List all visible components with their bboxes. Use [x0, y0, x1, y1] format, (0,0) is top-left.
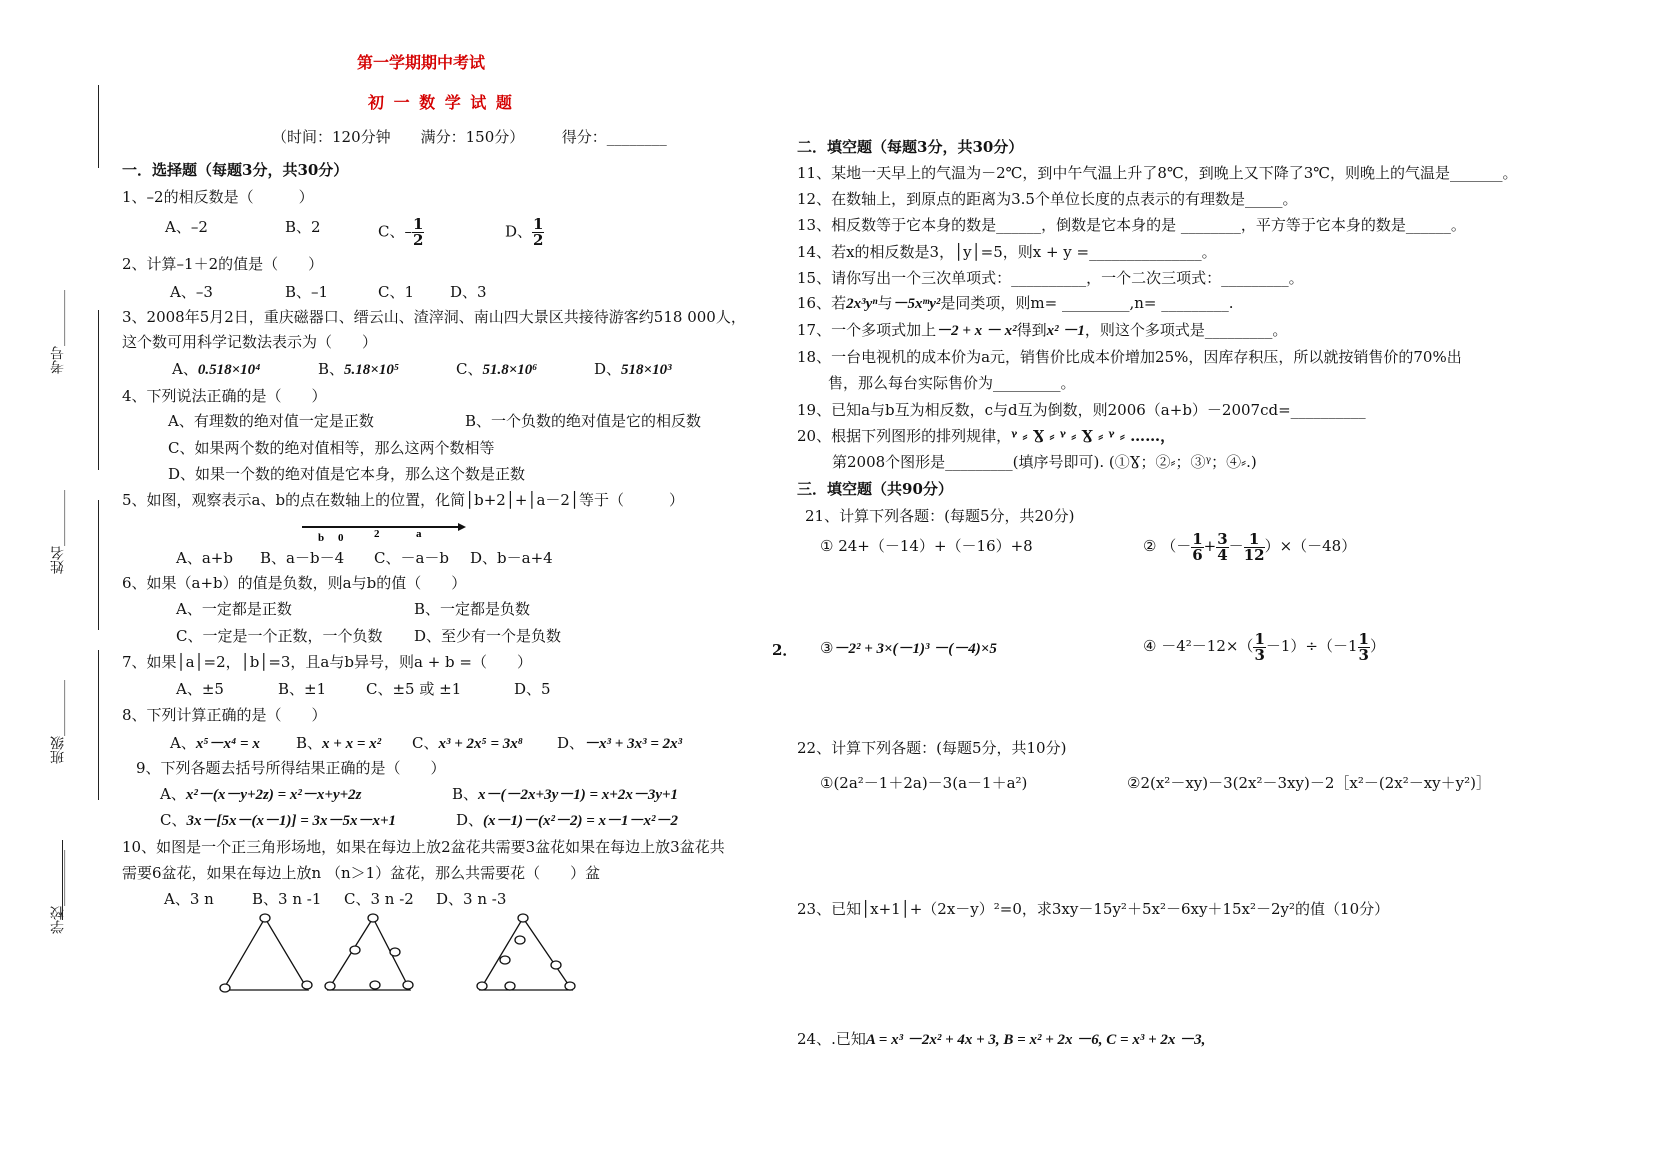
q7-option-d[interactable]: D、5 — [514, 680, 551, 698]
q1-option-c[interactable]: C、– $\frac{1}{2}$ — [378, 215, 424, 249]
class-field[interactable]: 班级________ — [50, 680, 66, 764]
question-23: 23、已知│x+1│+（2x－y）²=0，求3xy－15y²＋5x²－6xy＋15x²－2y²的值（10分） — [797, 900, 1390, 918]
question-20-line2: 第2008个图形是_________(填序号即可). (①Ɣ；②⸗；③ᵞ；④⸗.) — [832, 453, 1257, 471]
q4-option-c[interactable]: C、如果两个数的绝对值相等，那么这两个数相等 — [168, 439, 495, 457]
q6-option-a[interactable]: A、一定都是正数 — [176, 600, 292, 618]
question-19: 19、已知a与b互为相反数，c与d互为倒数，则2006（a+b）－2007cd=__________ — [797, 401, 1366, 419]
q3-option-d[interactable]: D、518×10³ — [594, 360, 672, 378]
question-8: 8、下列计算正确的是（ ） — [122, 706, 327, 724]
question-2: 2、计算–1＋2的值是（ ） — [122, 255, 324, 273]
question-9: 9、下列各题去括号所得结果正确的是（ ） — [136, 759, 446, 777]
q22-part-1: ①(2a²－1＋2a)－3(a－1＋a²) — [820, 774, 1028, 792]
section-2-heading: 二．填空题（每题3分，共30分） — [797, 138, 1024, 156]
question-11: 11、某地一天早上的气温为－2℃，到中午气温上升了8℃，到晚上又下降了3℃，则晚上的气温是_______。 — [797, 164, 1518, 182]
q21-part-1: ① 24+（－14）+（－16）+8 — [820, 537, 1033, 555]
question-5: 5、如图，观察表示a、b的点在数轴上的位置，化简│b+2│+│a－2│等于（ ） — [122, 491, 684, 509]
question-18-line1: 18、一台电视机的成本价为a元，销售价比成本价增加25%，因库存积压，所以就按销售价的70%出 — [797, 348, 1462, 366]
q4-option-d[interactable]: D、如果一个数的绝对值是它本身，那么这个数是正数 — [168, 465, 526, 483]
q10-option-b[interactable]: B、3 n -1 — [252, 890, 322, 908]
name-field[interactable]: 姓名________ — [50, 490, 66, 574]
axis-label-0: 0 — [338, 532, 344, 544]
q8-option-b[interactable]: B、x + x = x² — [296, 734, 382, 752]
section-3-heading: 三．填空题（共90分） — [797, 480, 953, 498]
q10-option-d[interactable]: D、3 n -3 — [436, 890, 507, 908]
question-18-line2: 售，那么每台实际售价为_________。 — [828, 374, 1076, 392]
q9-option-d[interactable]: D、(x－1)－(x²－2) = x－1－x²－2 — [456, 811, 679, 829]
section-1-heading: 一．选择题（每题3分，共30分） — [122, 161, 349, 179]
q6-option-d[interactable]: D、至少有一个是负数 — [414, 627, 562, 645]
question-22: 22、计算下列各题：(每题5分，共10分) — [797, 739, 1067, 757]
q10-option-a[interactable]: A、3 n — [164, 890, 214, 908]
question-12: 12、在数轴上，到原点的距离为3.5个单位长度的点表示的有理数是_____。 — [797, 190, 1298, 208]
exam-number-field[interactable]: 考号________ — [50, 290, 66, 374]
q10-option-c[interactable]: C、3 n -2 — [344, 890, 414, 908]
exam-subtitle: 初 一 数 学 试 题 — [368, 93, 514, 112]
q1-option-a[interactable]: A、–2 — [165, 218, 208, 236]
q21-part-2: ② （－ $\frac{1}{6}$ + $\frac{3}{4}$ － $\frac{1}{12}$ ）×（－48） — [1143, 529, 1357, 564]
q3-option-a[interactable]: A、0.518×10⁴ — [172, 360, 261, 378]
q1-option-b[interactable]: B、2 — [285, 218, 321, 236]
q4-option-b[interactable]: B、一个负数的绝对值是它的相反数 — [465, 412, 702, 430]
question-21: 21、计算下列各题：(每题5分，共20分) — [805, 507, 1075, 525]
q2-option-b[interactable]: B、–1 — [285, 283, 329, 301]
q3-option-b[interactable]: B、5.18×10⁵ — [318, 360, 400, 378]
question-14: 14、若x的相反数是3，│y│=5，则x + y =_______________。 — [797, 243, 1217, 261]
axis-label-2: 2 — [374, 528, 380, 540]
q9-option-b[interactable]: B、x－(－2x+3y－1) = x+2x－3y+1 — [452, 785, 679, 803]
q2-option-d[interactable]: D、3 — [450, 283, 487, 301]
q21-part-4: ④ －4²－12×（ $\frac{1}{3}$ －1）÷（－1 $\frac{1}{3}$ ） — [1143, 629, 1385, 664]
q8-option-a[interactable]: A、x⁵－x⁴ = x — [170, 734, 260, 752]
q5-option-a[interactable]: A、a+b — [176, 549, 233, 567]
q7-option-c[interactable]: C、±5 或 ±1 — [366, 680, 462, 698]
question-15: 15、请你写出一个三次单项式：__________，一个二次三项式：_________。 — [797, 269, 1304, 287]
q9-option-c[interactable]: C、3x－[5x－(x－1)] = 3x－5x－x+1 — [160, 811, 397, 829]
q6-option-c[interactable]: C、一定是一个正数，一个负数 — [176, 627, 383, 645]
number-line — [296, 517, 471, 545]
q8-option-c[interactable]: C、x³ + 2x⁵ = 3x⁸ — [412, 734, 524, 752]
school-field[interactable]: 学校________ — [50, 850, 66, 934]
question-16: 16、若2x³yⁿ与－5xᵐy²是同类项，则m= _________,n= _________. — [797, 294, 1234, 312]
question-24: 24、.已知A = x³ －2x² + 4x + 3, B = x² + 2x －6, C = x³ + 2x －3, — [797, 1030, 1206, 1048]
question-1: 1、–2的相反数是（ ） — [122, 188, 314, 206]
q1-option-d[interactable]: D、 $\frac{1}{2}$ — [505, 215, 544, 249]
q5-option-c[interactable]: C、－a－b — [374, 549, 450, 567]
q22-part-2: ②2(x²－xy)－3(2x²－3xy)－2［x²－(2x²－xy＋y²)］ — [1127, 774, 1492, 792]
q21-part-3: ③－2² + 3×(－1)³ －(－4)×5 — [820, 639, 997, 657]
q5-option-d[interactable]: D、b－a+4 — [470, 549, 553, 567]
q8-option-d[interactable]: D、－x³ + 3x³ = 2x³ — [557, 734, 683, 752]
pattern-sequence: ᵞ ⸗ Ɣ ⸗ ᵞ ⸗ Ɣ ⸗ ᵞ ⸗ ……， — [1011, 427, 1176, 445]
question-6: 6、如果（a+b）的值是负数，则a与b的值（ ） — [122, 574, 467, 592]
exam-title: 第一学期期中考试 — [357, 53, 486, 72]
q6-option-b[interactable]: B、一定都是负数 — [414, 600, 531, 618]
q2-option-a[interactable]: A、–3 — [170, 283, 213, 301]
triangle-figures — [210, 910, 590, 1000]
axis-label-b: b — [318, 532, 325, 544]
q4-option-a[interactable]: A、有理数的绝对值一定是正数 — [168, 412, 374, 430]
axis-label-a: a — [416, 528, 422, 540]
question-3-line2: 这个数可用科学记数法表示为（ ） — [122, 333, 378, 351]
question-20-line1: 20、根据下列图形的排列规律，ᵞ ⸗ Ɣ ⸗ ᵞ ⸗ Ɣ ⸗ ᵞ ⸗ ……， — [797, 427, 1176, 445]
q2-option-c[interactable]: C、1 — [378, 283, 415, 301]
q5-option-b[interactable]: B、a－b－4 — [260, 549, 345, 567]
question-13: 13、相反数等于它本身的数是______，倒数是它本身的是 ________，平方等于它本身的数是______。 — [797, 216, 1466, 234]
question-17: 17、一个多项式加上－2 + x － x²得到x² －1，则这个多项式是_________。 — [797, 321, 1288, 339]
question-3-line1: 3、2008年5月2日，重庆磁器口、缙云山、渣滓洞、南山四大景区共接待游客约518 000人， — [122, 308, 746, 326]
question-10-line1: 10、如图是一个正三角形场地，如果在每边上放2盆花共需要3盆花如果在每边上放3盆花共 — [122, 838, 725, 856]
exam-info: （时间：120分钟 满分：150分） 得分：________ — [272, 128, 667, 146]
q9-option-a[interactable]: A、x²－(x－y+2z) = x²－x+y+2z — [160, 785, 362, 803]
question-7: 7、如果│a│=2，│b│=3，且a与b异号，则a + b =（ ） — [122, 653, 532, 671]
q7-option-a[interactable]: A、±5 — [176, 680, 224, 698]
q3-option-c[interactable]: C、51.8×10⁶ — [456, 360, 538, 378]
question-4: 4、下列说法正确的是（ ） — [122, 387, 327, 405]
question-10-line2: 需要6盆花，如果在每边上放n （n＞1）盆花，那么共需要花（ ）盆 — [122, 864, 601, 882]
q21-prefix: 2． — [772, 641, 798, 659]
q7-option-b[interactable]: B、±1 — [278, 680, 327, 698]
